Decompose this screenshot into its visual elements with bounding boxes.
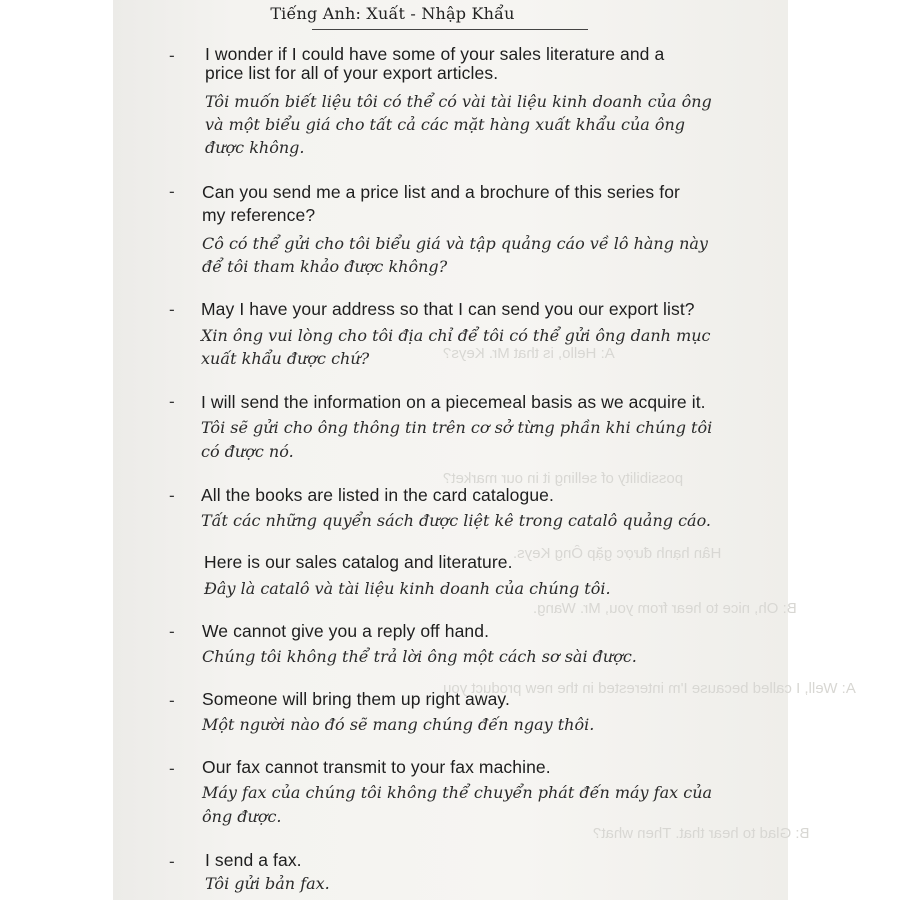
vietnamese-line: Chúng tôi không thể trả lời ông một cách sơ sài được. [202, 647, 637, 666]
vietnamese-line: được không. [205, 138, 305, 157]
vietnamese-line: Tôi sẽ gửi cho ông thông tin trên cơ sở từng phần khi chúng tôi [201, 418, 713, 437]
bullet-dash: - [169, 300, 175, 319]
vietnamese-line: có được nó. [201, 442, 294, 461]
english-line: my reference? [202, 205, 316, 225]
vietnamese-line: Một người nào đó sẽ mang chúng đến ngay thôi. [202, 715, 595, 734]
english-line: Here is our sales catalog and literature. [204, 552, 513, 572]
english-line: All the books are listed in the card catalogue. [201, 485, 554, 505]
vietnamese-line: Đây là catalô và tài liệu kinh doanh của chúng tôi. [204, 579, 611, 598]
header-underline [312, 29, 588, 30]
page-header: Tiếng Anh: Xuất - Nhập Khẩu [270, 4, 515, 23]
bullet-dash: - [169, 486, 175, 505]
bullet-dash: - [169, 392, 175, 411]
vietnamese-line: Máy fax của chúng tôi không thể chuyển phát đến máy fax của [202, 783, 713, 802]
vietnamese-line: để tôi tham khảo được không? [202, 257, 448, 276]
bullet-dash: - [169, 622, 175, 641]
vietnamese-line: Tôi gửi bản fax. [205, 874, 330, 893]
english-line: Someone will bring them up right away. [202, 689, 510, 709]
english-line: Our fax cannot transmit to your fax machine. [202, 757, 551, 777]
english-line: I wonder if I could have some of your sales literature and a [205, 44, 665, 64]
bullet-dash: - [169, 691, 175, 710]
vietnamese-line: Cô có thể gửi cho tôi biểu giá và tập quảng cáo về lô hàng này [202, 234, 708, 253]
vietnamese-line: Xin ông vui lòng cho tôi địa chỉ để tôi có thể gửi ông danh mục [201, 326, 711, 345]
vietnamese-line: ông được. [202, 807, 282, 826]
bullet-dash: - [169, 182, 175, 201]
vietnamese-line: Tôi muốn biết liệu tôi có thể có vài tài liệu kinh doanh của ông [205, 92, 712, 111]
english-line: price list for all of your export articles. [205, 63, 499, 83]
vietnamese-line: Tất các những quyển sách được liệt kê trong catalô quảng cáo. [201, 511, 712, 530]
bullet-dash: - [169, 46, 175, 65]
english-line: Can you send me a price list and a brochure of this series for [202, 182, 680, 202]
english-line: May I have your address so that I can send you our export list? [201, 299, 695, 319]
bullet-dash: - [169, 759, 175, 778]
english-line: We cannot give you a reply off hand. [202, 621, 490, 641]
show-through-text: A: Hello, is that Mr. Keys? possibility of selling it in our market? Hân hạnh được gặp Ông Keys. B: Oh, nice to hear from you, Mr. Wang. A: Well, I called because I'm interested in the new product you B: Glad to hear that. Then what? [443, 345, 856, 842]
vietnamese-line: xuất khẩu được chứ? [201, 349, 370, 368]
vietnamese-line: và một biểu giá cho tất cả các mặt hàng xuất khẩu của ông [205, 115, 686, 134]
bullet-dash: - [169, 852, 175, 871]
english-line: I send a fax. [205, 850, 302, 870]
english-line: I will send the information on a piecemeal basis as we acquire it. [201, 392, 706, 412]
